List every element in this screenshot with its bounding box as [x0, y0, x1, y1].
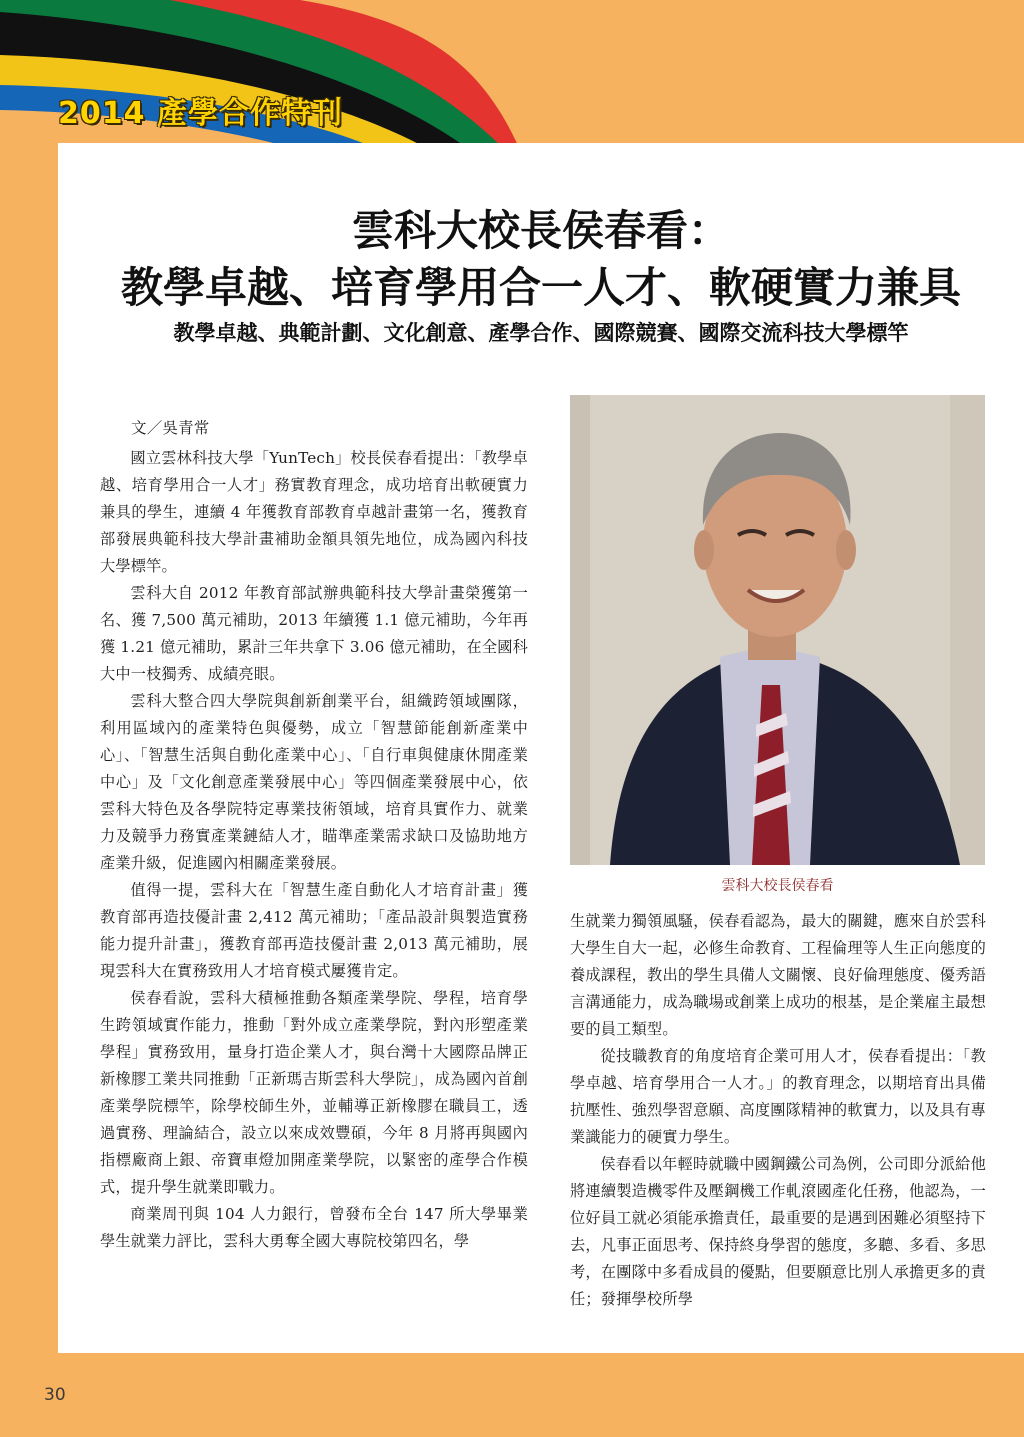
page-number: 30 [44, 1385, 66, 1405]
paragraph: 雲科大自 2012 年教育部試辦典範科技大學計畫榮獲第一名、獲 7,500 萬元補助，2013 年續獲 1.1 億元補助，今年再獲 1.21 億元補助，累計三年共拿下 3.06 億元補助，在全國科大中一枝獨秀、成績亮眼。 [100, 584, 528, 683]
paragraph: 值得一提，雲科大在「智慧生產自動化人才培育計畫」獲教育部再造技優計畫 2,412 萬元補助；「產品設計與製造實務能力提升計畫」，獲教育部再造技優計畫 2,013 萬元補助，展現雲科大在實務致用人才培育模式屢獲肯定。 [100, 881, 528, 980]
article-subtitle: 教學卓越、典範計劃、文化創意、產學合作、國際競賽、國際交流科技大學標竿 [173, 321, 909, 345]
paragraph: 生就業力獨領風騷，侯春看認為，最大的關鍵，應來自於雲科大學生自大一起，必修生命教育、工程倫理等人生正向態度的養成課程，教出的學生具備人文關懷、良好倫理態度、優秀語言溝通能力，成為職場或創業上成功的根基，是企業雇主最想要的員工類型。 [570, 912, 986, 1038]
portrait-illustration [570, 395, 985, 865]
article-left-column [100, 415, 528, 1255]
paragraph: 侯春看說，雲科大積極推動各類產業學院、學程，培育學生跨領域實作能力，推動「對外成立產業學院，對內形塑產業學程」實務致用，量身打造企業人才，與台灣十大國際品牌正新橡膠工業共同推動「正新瑪吉斯雲科大學院」，成為國內首創產業學院標竿，除學校師生外，並輔導正新橡膠在職員工，透過實務、理論結合，設立以來成效豐碩，今年 8 月將再與國內指標廠商上銀、帝寶車燈加開產業學院，以緊密的產學合作模式，提升學生就業即戰力。 [100, 989, 528, 1196]
article-byline: 文／吳青常 [131, 419, 210, 437]
article-title-line2: 教學卓越、培育學用合一人才、軟硬實力兼具 [120, 263, 961, 312]
president-photo [570, 395, 985, 865]
article-title-line1: 雲科大校長侯春看： [351, 206, 730, 255]
paragraph: 雲科大整合四大學院與創新創業平台，組織跨領域團隊，利用區域內的產業特色與優勢，成立「智慧節能創新產業中心」、「智慧生活與自動化產業中心」、「自行車與健康休閒產業中心」及「文化創意產業發展中心」等四個產業發展中心，依雲科大特色及各學院特定專業技術領域，培育具實作力、就業力及競爭力務實產業鏈結人才，瞄準產業需求缺口及協助地方產業升級，促進國內相關產業發展。 [100, 692, 528, 872]
paragraph: 侯春看以年輕時就職中國鋼鐵公司為例，公司即分派給他將連續製造機零件及壓鋼機工作軋滾國產化任務，他認為，一位好員工就必須能承擔責任，最重要的是遇到困難必須堅持下去，凡事正面思考、保持終身學習的態度，多聽、多看、多思考，在團隊中多看成員的優點，但要願意比別人承擔更多的責任；發揮學校所學 [570, 1155, 986, 1308]
paragraph: 商業周刊與 104 人力銀行，曾發布全台 147 所大學畢業學生就業力評比，雲科大勇奪全國大專院校第四名，學 [100, 1205, 528, 1250]
magazine-banner: 2014 產學合作特刊 [58, 96, 343, 131]
paragraph: 國立雲林科技大學「YunTech」校長侯春看提出：「教學卓越、培育學用合一人才」務實教育理念，成功培育出軟硬實力兼具的學生，連續 4 年獲教育部教育卓越計畫第一名，獲教育部發展典範科技大學計畫補助金額具領先地位，成為國內科技大學標竿。 [100, 449, 528, 575]
article-page [58, 143, 1024, 1353]
photo-caption: 雲科大校長侯春看 [721, 878, 834, 894]
article-right-column [570, 908, 986, 1313]
paragraph: 從技職教育的角度培育企業可用人才，侯春看提出：「教學卓越、培育學用合一人才。」的教育理念，以期培育出具備抗壓性、強烈學習意願、高度團隊精神的軟實力，以及具有專業識能力的硬實力學生。 [570, 1047, 986, 1146]
